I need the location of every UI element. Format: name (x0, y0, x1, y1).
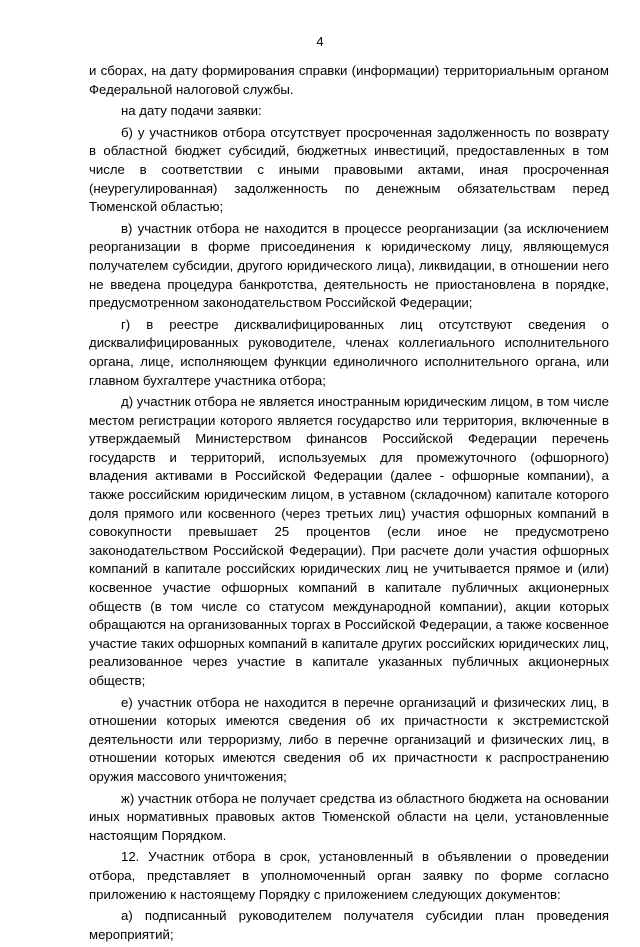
document-body (89, 62, 609, 947)
paragraph-item-b: б) у участников отбора отсутствует просроченная задолженность по возврату в областной бюджет субсидий, бюджетных инвестиций, предоставленных в том числе в соответствии с иными правовыми актами, иная просроченная (неурегулированная) задолженность по денежным обязательствам перед Тюменской областью; (89, 124, 609, 215)
paragraph-item-zh: ж) участник отбора не получает средства из областного бюджета на основании иных нормативных правовых актов Тюменской области на цели, установленные настоящим Порядком. (89, 790, 609, 843)
paragraph-item-g: г) в реестре дисквалифицированных лиц отсутствуют сведения о дисквалифицированных руководителе, членах коллегиального исполнительного органа, лице, исполняющем функции единоличного исполнительного органа, или главном бухгалтере участника отбора; (89, 316, 609, 388)
paragraph-section-12: 12. Участник отбора в срок, установленный в объявлении о проведении отбора, представляет в уполномоченный орган заявку по форме согласно приложению к настоящему Порядку с приложением следующих документов: (89, 849, 609, 902)
paragraph-item-a: а) подписанный руководителем получателя субсидии план проведения мероприятий; (89, 908, 609, 942)
page-number: 4 (316, 34, 324, 49)
paragraph-item-v: в) участник отбора не находится в процессе реорганизации (за исключением реорганизации в форме присоединения к юридическому лицу, являющемуся получателем субсидии, другого юридического лица), ликвидации, в отношении него не введена процедура банкротства, деятельность не приостановлена в порядке, предусмотренном законодательством Российской Федерации; (89, 220, 609, 311)
paragraph-continuation: и сборах, на дату формирования справки (информации) территориальным органом Федеральной налоговой службы. (89, 63, 609, 97)
paragraph-item-e: е) участник отбора не находится в перечне организаций и физических лиц, в отношении которых имеются сведения об их причастности к экстремистской деятельности или терроризму, либо в перечне организаций и физических лиц, в отношении которых имеются сведения об их причастности к распространению оружия массового уничтожения; (89, 694, 609, 784)
paragraph-application-date: на дату подачи заявки: (121, 103, 262, 119)
paragraph-item-d: д) участник отбора не является иностранным юридическим лицом, в том числе местом регистрации которого является государство или территория, включенные в утверждаемый Министерством финансов Российской Федерации перечень государств и территорий, используемых для промежуточного (офшорного) владения активами в Российской Федерации (далее - офшорные компании), а также российским юридическим лицом, в уставном (складочном) капитале которого доля прямого или косвенного (через третьих лиц) участия офшорных компаний в совокупности превышает 25 процентов (если иное не предусмотрено законодательством Российской Федерации). При расчете доли участия офшорных компаний в капитале российских юридических лиц не учитывается прямое и (или) косвенное участие офшорных компаний в капитале публичных акционерных обществ (в том числе со статусом международной компании), акции которых обращаются на организованных торгах в Российской Федерации, а также косвенное участие таких офшорных компаний в капитале других российских юридических лиц, реализованное через участие в капитале указанных публичных акционерных обществ; (89, 394, 609, 688)
